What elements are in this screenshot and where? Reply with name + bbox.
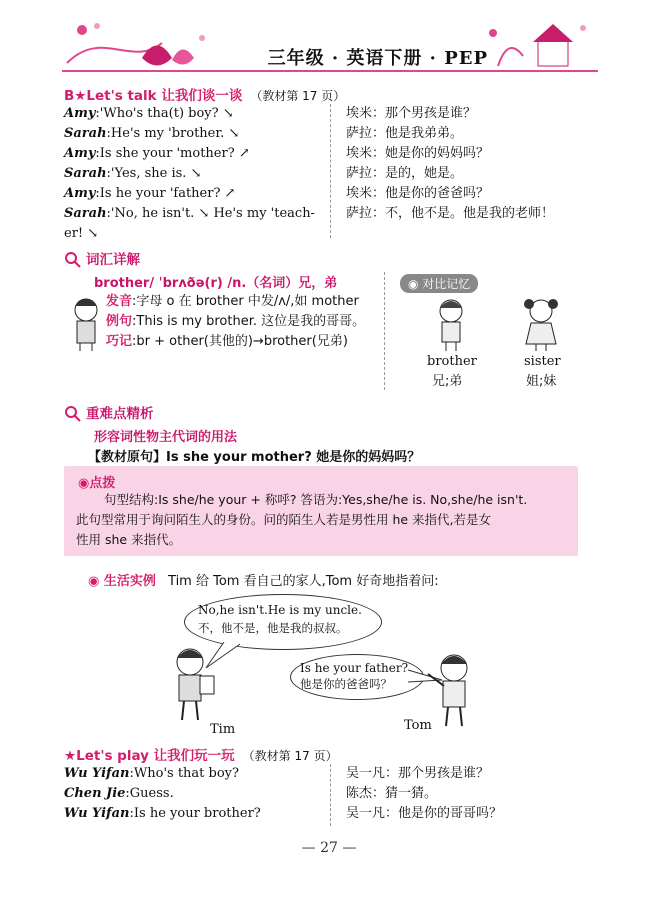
- magnifier-icon: [64, 251, 82, 269]
- vocab-item-label: 例句: [106, 314, 133, 329]
- compare-sister-cn: 姐;妹: [526, 374, 557, 389]
- vocab-item-text: :字母 o 在 brother 中发/ʌ/,如 mother: [132, 294, 359, 309]
- speaker: Wu Yifan: [64, 806, 130, 821]
- bubble-tim-cn: 不，他不是，他是我的叔叔。: [198, 621, 348, 635]
- talk-line: [64, 184, 235, 204]
- compare-badge: [400, 274, 478, 293]
- compare-brother-en: brother: [427, 354, 477, 369]
- keypoint-subtitle: 形容词性物主代词的用法: [94, 430, 238, 445]
- talk-translation: 埃米：那个男孩是谁？: [346, 106, 477, 121]
- speaker: Sarah: [64, 126, 107, 141]
- talk-translation: 埃米：她是你的妈妈吗？: [346, 146, 490, 161]
- talk-line: [64, 124, 239, 144]
- line-text: :Is he your 'father? ↗: [95, 186, 236, 201]
- play-translation: 吴一凡：他是你的哥哥吗？: [346, 806, 503, 821]
- tip-line: 此句型常用于询问陌生人的身份。问的陌生人若是男性用 he 来指代,若是女: [76, 512, 492, 527]
- page-header-title: 三年级 · 英语下册 · PEP: [267, 48, 488, 69]
- tom-figure-icon: [424, 652, 484, 730]
- speaker: Amy: [64, 146, 96, 161]
- talk-line: [64, 204, 315, 224]
- speaker: Wu Yifan: [64, 766, 130, 781]
- tim-name: Tim: [210, 722, 236, 737]
- boy-thinking-icon: [66, 294, 106, 352]
- house-decoration-icon: [478, 18, 598, 70]
- vocab-item: [106, 332, 348, 352]
- play-translation: 吴一凡：那个男孩是谁？: [346, 766, 490, 781]
- tip-bullet-icon: ◉: [78, 476, 90, 491]
- play-translation: 陈杰：猜一猜。: [346, 786, 438, 801]
- vocab-word-line: brother/ ˈbrʌðə(r) /n.（名词）兄，弟: [94, 276, 338, 291]
- life-example-label: 生活实例: [103, 574, 156, 589]
- vocab-item-text: :br + other(其他的)→brother(兄弟): [132, 334, 348, 349]
- talk-translation: 萨拉：是的，她是。: [346, 166, 464, 181]
- bubble-tim-en: No,he isn't.He is my uncle.: [198, 603, 362, 617]
- compare-sister-en: sister: [524, 354, 561, 369]
- tom-name: Tom: [404, 718, 432, 733]
- bubble-tom-en: Is he your father?: [300, 661, 409, 675]
- life-example-line: [88, 570, 439, 589]
- speaker: Sarah: [64, 206, 107, 221]
- vocab-heading: [64, 248, 140, 269]
- keypoint-heading: [64, 402, 154, 423]
- bubble-tom-cn: 他是你的爸爸吗？: [300, 677, 392, 691]
- line-text: :Is she your 'mother? ↗: [95, 146, 250, 161]
- vocab-item-text: :This is my brother. 这位是我的哥哥。: [132, 314, 366, 329]
- line-text: :Is he your brother?: [129, 806, 261, 821]
- play-column-divider: [330, 764, 331, 826]
- play-line: [64, 804, 261, 824]
- play-section-title: [64, 744, 338, 764]
- bulb-icon: ◉: [408, 277, 423, 291]
- talk-line: [64, 164, 201, 184]
- talk-translation: 埃米：他是你的爸爸吗？: [346, 186, 490, 201]
- talk-section-title: [64, 84, 345, 104]
- talk-line: [64, 104, 234, 124]
- life-example-text: Tim 给 Tom 看自己的家人,Tom 好奇地指着问:: [168, 574, 439, 589]
- compare-divider: [384, 272, 385, 390]
- talk-line-continued: er! ↘: [64, 226, 99, 241]
- magnifier-icon: [64, 405, 82, 423]
- line-text: :'No, he isn't. ↘ He's my 'teach-: [106, 206, 315, 221]
- line-text: :'Who's tha(t) boy? ↘: [95, 106, 234, 121]
- speaker: Amy: [64, 106, 96, 121]
- compare-brother-cn: 兄;弟: [432, 374, 463, 389]
- header-divider: [62, 70, 598, 72]
- talk-label: B★Let's talk 让我们谈一谈: [64, 88, 243, 104]
- keypoint-heading-text: 重难点精析: [86, 406, 154, 422]
- life-bullet-icon: ◉: [88, 574, 104, 589]
- talk-line: [64, 144, 250, 164]
- vocab-heading-text: 词汇详解: [86, 252, 140, 268]
- tim-figure-icon: [160, 646, 220, 724]
- line-text: :He's my 'brother. ↘: [106, 126, 240, 141]
- talk-ref: （教材第 17 页）: [250, 89, 346, 103]
- line-text: :Who's that boy?: [129, 766, 239, 781]
- source-sentence: 【教材原句】Is she your mother? 她是你的妈妈吗？: [88, 450, 421, 465]
- sister-figure-icon: [518, 296, 564, 352]
- compare-title: 对比记忆: [422, 277, 471, 291]
- speaker: Sarah: [64, 166, 107, 181]
- tip-line: 句型结构:Is she/he your + 称呼? 答语为:Yes,she/he is. No,she/he isn't.: [104, 492, 528, 507]
- speaker: Amy: [64, 186, 96, 201]
- play-label: ★Let's play 让我们玩一玩: [64, 748, 235, 764]
- vocab-item-label: 巧记: [106, 334, 133, 349]
- speaker: Chen Jie: [64, 786, 126, 801]
- talk-translation: 萨拉：他是我弟弟。: [346, 126, 464, 141]
- column-divider: [330, 104, 331, 238]
- tip-line: 性用 she 来指代。: [76, 532, 182, 547]
- vocab-item: [106, 312, 365, 332]
- line-text: :'Yes, she is. ↘: [106, 166, 202, 181]
- vocab-item-label: 发音: [106, 294, 133, 309]
- line-text: :Guess.: [125, 786, 174, 801]
- play-line: [64, 784, 174, 804]
- play-line: [64, 764, 239, 784]
- page-number: — 27 —: [301, 840, 357, 856]
- brother-figure-icon: [428, 296, 474, 352]
- talk-translation: 萨拉：不，他不是。他是我的老师！: [346, 206, 555, 221]
- header-banner: [62, 18, 598, 74]
- vocab-item: [106, 292, 359, 312]
- flower-decoration-icon: [62, 18, 222, 68]
- tip-label: [78, 472, 115, 491]
- tip-label-text: 点拨: [89, 476, 116, 491]
- play-ref: （教材第 17 页）: [242, 749, 338, 763]
